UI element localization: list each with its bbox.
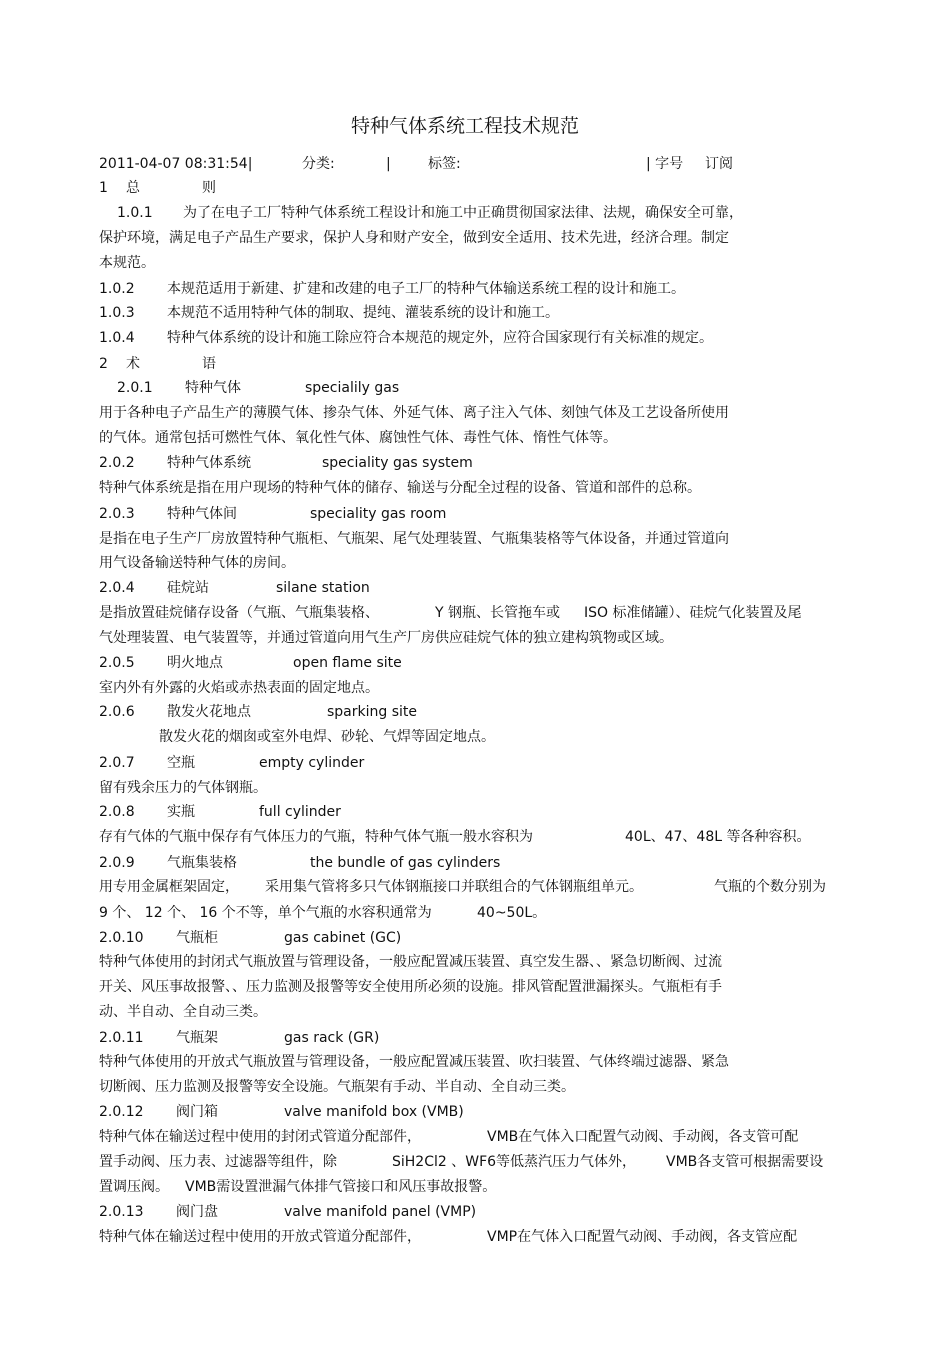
term-definition: 特种气体在输送过程中使用的开放式管道分配部件， xyxy=(99,1229,421,1245)
term-cn: 散发火花地点 xyxy=(167,704,251,720)
term-cn: 明火地点 xyxy=(167,655,223,671)
term-en: gas cabinet (GC) xyxy=(284,930,402,946)
term-definition: 留有残余压力的气体钢瓶。 xyxy=(99,780,267,796)
term-definition: ISO 标准储罐）、硅烷气化装置及尾 xyxy=(584,605,802,621)
term-cn: 特种气体系统 xyxy=(167,455,251,471)
term-number: 2.0.2 xyxy=(99,455,135,471)
term-definition: 开关、风压事故报警、、压力监测及报警等安全使用所必须的设施。排风管配置泄漏探头。气瓶柜有手 xyxy=(99,979,722,995)
term-definition: 特种气体使用的开放式气瓶放置与管理设备，一般应配置减压装置、吹扫装置、气体终端过滤器、紧急 xyxy=(99,1054,729,1070)
font-size-label[interactable]: | 字号 xyxy=(646,156,684,172)
term-number: 2.0.10 xyxy=(99,930,144,946)
clause-text: 保护环境，满足电子产品生产要求，保护人身和财产安全，做到安全适用、技术先进，经济合理。制定 xyxy=(99,230,729,246)
term-number: 2.0.1 xyxy=(117,380,153,396)
section-number: 2 xyxy=(99,356,108,372)
term-en: silane station xyxy=(276,580,370,596)
term-number: 2.0.5 xyxy=(99,655,135,671)
section-number: 1 xyxy=(99,180,108,196)
clause-number: 1.0.2 xyxy=(99,281,135,297)
term-definition: VMB各支管可根据需要设 xyxy=(666,1154,824,1170)
term-definition: 特种气体系统是指在用户现场的特种气体的储存、输送与分配全过程的设备、管道和部件的总称。 xyxy=(99,480,701,496)
term-definition: 置手动阀、压力表、过滤器等组件，除 xyxy=(99,1154,337,1170)
term-en: open flame site xyxy=(293,655,402,671)
term-cn: 气瓶柜 xyxy=(176,930,218,946)
term-definition: VMP在气体入口配置气动阀、手动阀，各支管应配 xyxy=(487,1229,798,1245)
clause-text: 本规范适用于新建、扩建和改建的电子工厂的特种气体输送系统工程的设计和施工。 xyxy=(167,281,685,297)
section-heading-char: 术 xyxy=(126,356,140,372)
term-definition: 40~50L。 xyxy=(477,905,547,921)
section-heading-char: 语 xyxy=(202,356,216,372)
term-number: 2.0.8 xyxy=(99,804,135,820)
term-en: the bundle of gas cylinders xyxy=(310,855,501,871)
term-definition: 动、半自动、全自动三类。 xyxy=(99,1004,267,1020)
term-definition: 的气体。通常包括可燃性气体、氧化性气体、腐蚀性气体、毒性气体、惰性气体等。 xyxy=(99,430,617,446)
term-en: specialily gas xyxy=(305,380,400,396)
term-definition: 散发火花的烟囱或室外电焊、砂轮、气焊等固定地点。 xyxy=(159,729,495,745)
term-definition: 气瓶的个数分别为 xyxy=(714,879,826,895)
term-cn: 气瓶架 xyxy=(176,1030,218,1046)
term-cn: 空瓶 xyxy=(167,755,195,771)
term-en: empty cylinder xyxy=(259,755,365,771)
term-number: 2.0.9 xyxy=(99,855,135,871)
clause-number: 1.0.3 xyxy=(99,305,135,321)
term-definition: 置调压阀。 xyxy=(99,1179,169,1195)
term-definition: 特种气体使用的封闭式气瓶放置与管理设备，一般应配置减压装置、真空发生器、、紧急切断阀、过流 xyxy=(99,954,722,970)
term-number: 2.0.13 xyxy=(99,1204,144,1220)
term-definition: 是指在电子生产厂房放置特种气瓶柜、气瓶架、尾气处理装置、气瓶集装格等气体设备，并通过管道向 xyxy=(99,531,729,547)
term-definition: 切断阀、压力监测及报警等安全设施。气瓶架有手动、半自动、全自动三类。 xyxy=(99,1079,575,1095)
term-en: speciality gas room xyxy=(310,506,447,522)
term-definition: VMB需设置泄漏气体排气管接口和风压事故报警。 xyxy=(185,1179,497,1195)
category-label[interactable]: 分类: xyxy=(302,156,335,172)
clause-number: 1.0.4 xyxy=(99,330,135,346)
term-en: speciality gas system xyxy=(322,455,473,471)
term-number: 2.0.11 xyxy=(99,1030,144,1046)
term-definition: 特种气体在输送过程中使用的封闭式管道分配部件， xyxy=(99,1129,421,1145)
term-cn: 阀门盘 xyxy=(176,1204,218,1220)
term-number: 2.0.4 xyxy=(99,580,135,596)
term-number: 2.0.3 xyxy=(99,506,135,522)
term-en: valve manifold box (VMB) xyxy=(284,1104,464,1120)
term-number: 2.0.12 xyxy=(99,1104,144,1120)
term-definition: 气处理装置、电气装置等，并通过管道向用气生产厂房供应硅烷气体的独立建构筑物或区域。 xyxy=(99,630,673,646)
term-cn: 气瓶集装格 xyxy=(167,855,237,871)
subscribe-link[interactable]: 订阅 xyxy=(705,156,733,172)
term-definition: 用专用金属框架固定， xyxy=(99,879,239,895)
term-definition: 是指放置硅烷储存设备（气瓶、气瓶集装格、 xyxy=(99,605,379,621)
term-definition: Y 钢瓶、长管拖车或 xyxy=(435,605,561,621)
clause-number: 1.0.1 xyxy=(117,205,153,221)
clause-text: 特种气体系统的设计和施工除应符合本规范的规定外，应符合国家现行有关标准的规定。 xyxy=(167,330,713,346)
term-number: 2.0.6 xyxy=(99,704,135,720)
term-number: 2.0.7 xyxy=(99,755,135,771)
term-definition: 用气设备输送特种气体的房间。 xyxy=(99,555,295,571)
term-cn: 特种气体 xyxy=(185,380,241,396)
term-en: gas rack (GR) xyxy=(284,1030,380,1046)
page-title: 特种气体系统工程技术规范 xyxy=(350,115,579,137)
clause-text: 本规范不适用特种气体的制取、提纯、灌装系统的设计和施工。 xyxy=(167,305,559,321)
term-definition: 40L、47、48L 等各种容积。 xyxy=(625,829,811,845)
term-en: valve manifold panel (VMP) xyxy=(284,1204,477,1220)
term-definition: SiH2Cl2 、WF6等低蒸汽压力气体外， xyxy=(392,1154,637,1170)
term-definition: 用于各种电子产品生产的薄膜气体、掺杂气体、外延气体、离子注入气体、刻蚀气体及工艺设备所使用 xyxy=(99,405,729,421)
clause-text: 为了在电子工厂特种气体系统工程设计和施工中正确贯彻国家法律、法规，确保安全可靠， xyxy=(183,205,743,221)
section-heading-char: 总 xyxy=(126,180,140,196)
meta-separator: | xyxy=(386,156,391,172)
term-en: sparking site xyxy=(327,704,418,720)
term-definition: 采用集气管将多只气体钢瓶接口并联组合的气体钢瓶组单元。 xyxy=(265,879,643,895)
term-cn: 实瓶 xyxy=(167,804,195,820)
post-datetime: 2011-04-07 08:31:54| xyxy=(99,156,253,172)
term-definition: 9 个、 12 个、 16 个不等，单个气瓶的水容积通常为 xyxy=(99,905,432,921)
term-en: full cylinder xyxy=(259,804,341,820)
term-cn: 特种气体间 xyxy=(167,506,237,522)
term-cn: 硅烷站 xyxy=(167,580,209,596)
tags-label[interactable]: 标签: xyxy=(428,156,461,172)
section-heading-char: 则 xyxy=(202,180,216,196)
term-definition: 存有气体的气瓶中保存有气体压力的气瓶，特种气体气瓶一般水容积为 xyxy=(99,829,533,845)
term-definition: 室内外有外露的火焰或赤热表面的固定地点。 xyxy=(99,680,379,696)
clause-text: 本规范。 xyxy=(99,255,155,271)
term-definition: VMB在气体入口配置气动阀、手动阀，各支管可配 xyxy=(487,1129,799,1145)
term-cn: 阀门箱 xyxy=(176,1104,218,1120)
